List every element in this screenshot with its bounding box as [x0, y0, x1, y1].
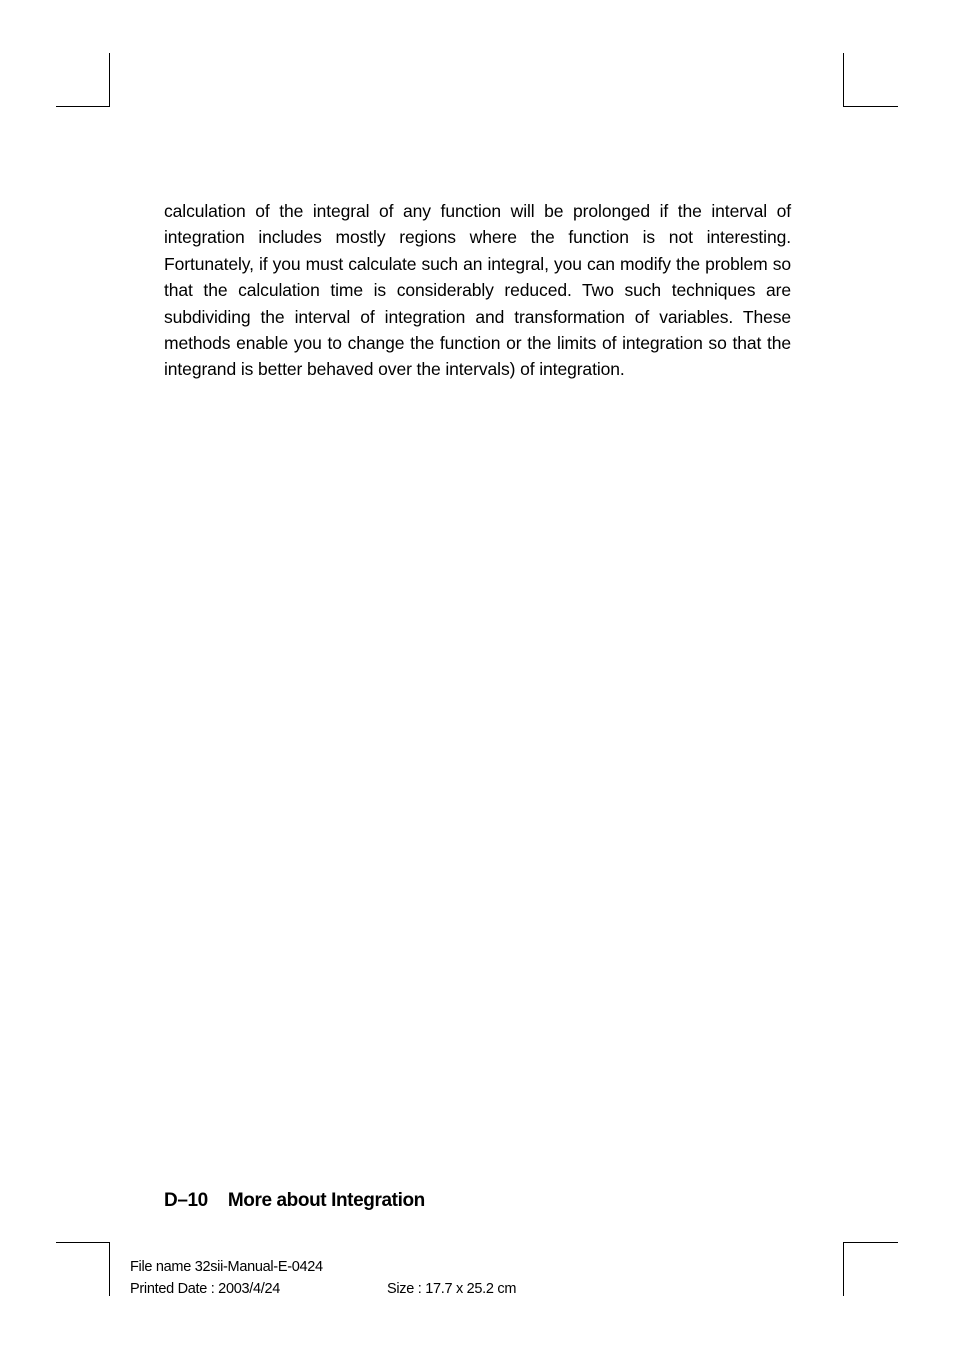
printed-info-line — [130, 1278, 517, 1300]
page-number: D–10 — [164, 1190, 208, 1211]
crop-mark-bottom-right-horizontal — [843, 1242, 898, 1243]
crop-mark-top-left-horizontal — [56, 106, 110, 107]
body-paragraph: calculation of the integral of any function will be prolonged if the interval of integration includes mostly regions where the function is not interesting. Fortunately, if you must calculate such an integral, you can modify the problem so that the calculation time is considerably reduced. Two such techniques are subdividing the interval of integration and transformation of variables. These methods enable you to change the function or the limits of integration so that the integrand is better behaved over the intervals) of integration. — [164, 201, 791, 380]
crop-mark-top-right-horizontal — [843, 106, 898, 107]
crop-mark-top-right-vertical — [843, 53, 844, 107]
page-size: Size : 17.7 x 25.2 cm — [387, 1281, 517, 1297]
printed-date: Printed Date : 2003/4/24 — [130, 1281, 280, 1297]
file-name-line — [130, 1256, 323, 1278]
page-footer-title — [164, 1190, 425, 1212]
crop-mark-bottom-right-vertical — [843, 1242, 844, 1296]
section-title: More about Integration — [227, 1190, 425, 1211]
print-info — [130, 1256, 517, 1300]
file-name: File name 32sii-Manual-E-0424 — [130, 1259, 323, 1275]
crop-mark-bottom-left-horizontal — [56, 1242, 110, 1243]
crop-mark-top-left-vertical — [109, 53, 110, 107]
crop-mark-bottom-left-vertical — [109, 1242, 110, 1296]
